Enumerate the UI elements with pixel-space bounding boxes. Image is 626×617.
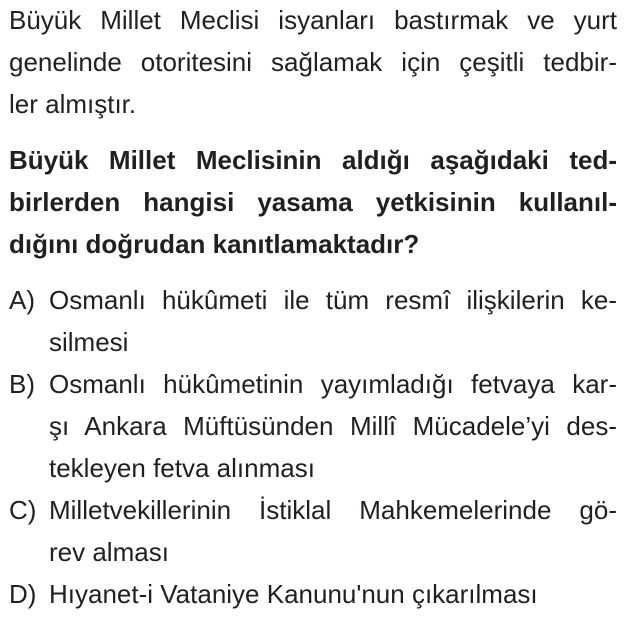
option-a-line-2: silmesi: [49, 327, 129, 357]
option-b-letter: B): [9, 369, 35, 399]
stem-line-2: genelinde otoritesini sağlamak için çeşitli tedbir-: [9, 47, 617, 77]
option-d-line-1: Hıyanet-i Vataniye Kanunu'nun çıkarılması: [49, 579, 538, 609]
option-c-line-1: Milletvekillerinin İstiklal Mahkemelerinde gö-: [49, 495, 617, 525]
prompt-line-2: birlerden hangisi yasama yetkisinin kullanıl-: [9, 187, 617, 217]
option-a-line-1: Osmanlı hükûmeti ile tüm resmî ilişkilerin ke-: [49, 285, 617, 315]
prompt-line-3: dığını doğrudan kanıtlamaktadır?: [9, 229, 420, 259]
stem-line-3: ler almıştır.: [9, 89, 137, 119]
option-d-letter: D): [9, 579, 37, 609]
prompt-line-1: Büyük Millet Meclisinin aldığı aşağıdaki ted-: [9, 145, 617, 175]
option-b-line-1: Osmanlı hükûmetinin yayımladığı fetvaya kar-: [49, 369, 617, 399]
option-c-line-2: rev alması: [49, 537, 169, 567]
option-b-line-3: tekleyen fetva alınması: [49, 453, 315, 483]
option-a-letter: A): [9, 285, 35, 315]
option-c-letter: C): [9, 495, 37, 525]
option-b-line-2: şı Ankara Müftüsünden Millî Mücadele’yi des-: [49, 411, 617, 441]
stem-line-1: Büyük Millet Meclisi isyanları bastırmak ve yurt: [9, 5, 617, 35]
